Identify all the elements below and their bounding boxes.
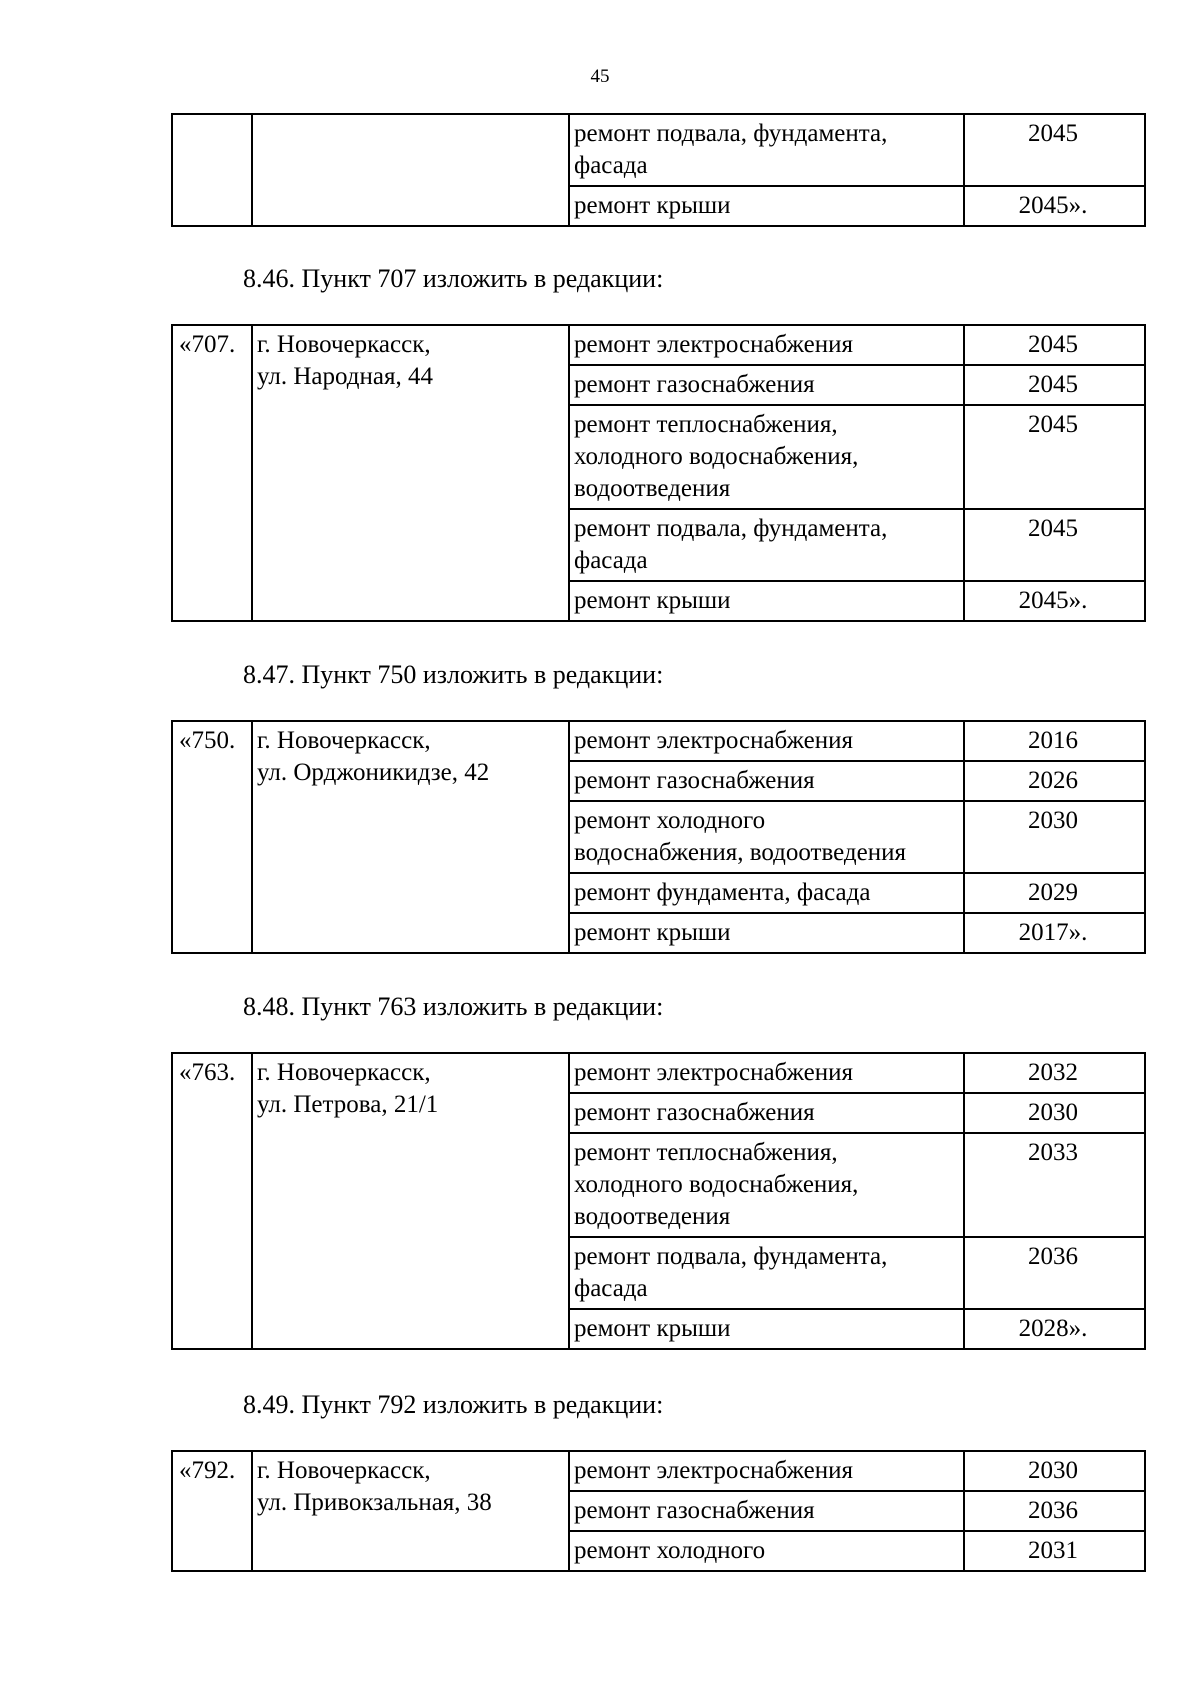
table-row xyxy=(172,1451,1145,1491)
work-type-cell: ремонт фундамента, фасада xyxy=(569,873,964,913)
item-number-cell: «707. xyxy=(172,325,252,621)
address-cell: г. Новочеркасск, ул. Привокзальная, 38 xyxy=(252,1451,569,1571)
work-type-cell: ремонт газоснабжения xyxy=(569,1093,964,1133)
work-type-cell: ремонт теплоснабжения, холодного водоснабжения, водоотведения xyxy=(569,1133,964,1237)
work-type-cell: ремонт подвала, фундамента, фасада xyxy=(569,509,964,581)
year-cell: 2017». xyxy=(964,913,1145,953)
address-table xyxy=(171,1450,1146,1572)
address-table xyxy=(171,1052,1146,1350)
continuation-table xyxy=(171,113,1146,227)
item-number-cell xyxy=(172,114,252,226)
work-type-cell: ремонт крыши xyxy=(569,913,964,953)
year-cell: 2031 xyxy=(964,1531,1145,1571)
year-cell: 2028». xyxy=(964,1309,1145,1349)
work-type-cell: ремонт холодного xyxy=(569,1531,964,1571)
work-type-cell: ремонт газоснабжения xyxy=(569,761,964,801)
section-heading: 8.49. Пункт 792 изложить в редакции: xyxy=(243,1390,664,1419)
year-cell: 2033 xyxy=(964,1133,1145,1237)
year-cell: 2032 xyxy=(964,1053,1145,1093)
address-cell: г. Новочеркасск, ул. Народная, 44 xyxy=(252,325,569,621)
year-cell: 2030 xyxy=(964,1451,1145,1491)
table-row xyxy=(172,114,1145,186)
work-type-cell: ремонт подвала, фундамента, фасада xyxy=(569,114,964,186)
item-number-cell: «792. xyxy=(172,1451,252,1571)
item-number-cell: «763. xyxy=(172,1053,252,1349)
page-number: 45 xyxy=(590,66,610,87)
year-cell: 2016 xyxy=(964,721,1145,761)
address-table xyxy=(171,324,1146,622)
item-number-cell: «750. xyxy=(172,721,252,953)
table-row xyxy=(172,325,1145,365)
year-cell: 2045 xyxy=(964,509,1145,581)
work-type-cell: ремонт теплоснабжения, холодного водоснабжения, водоотведения xyxy=(569,405,964,509)
address-cell xyxy=(252,114,569,226)
work-type-cell: ремонт крыши xyxy=(569,1309,964,1349)
work-type-cell: ремонт крыши xyxy=(569,581,964,621)
work-type-cell: ремонт крыши xyxy=(569,186,964,226)
year-cell: 2045». xyxy=(964,186,1145,226)
address-table xyxy=(171,720,1146,954)
address-cell: г. Новочеркасск, ул. Орджоникидзе, 42 xyxy=(252,721,569,953)
year-cell: 2045 xyxy=(964,114,1145,186)
work-type-cell: ремонт электроснабжения xyxy=(569,1451,964,1491)
work-type-cell: ремонт электроснабжения xyxy=(569,325,964,365)
work-type-cell: ремонт электроснабжения xyxy=(569,721,964,761)
table-row xyxy=(172,721,1145,761)
year-cell: 2036 xyxy=(964,1491,1145,1531)
year-cell: 2026 xyxy=(964,761,1145,801)
year-cell: 2036 xyxy=(964,1237,1145,1309)
year-cell: 2045». xyxy=(964,581,1145,621)
table-row xyxy=(172,1053,1145,1093)
section-heading: 8.47. Пункт 750 изложить в редакции: xyxy=(243,660,664,689)
section-heading: 8.46. Пункт 707 изложить в редакции: xyxy=(243,264,664,293)
year-cell: 2045 xyxy=(964,325,1145,365)
year-cell: 2030 xyxy=(964,801,1145,873)
work-type-cell: ремонт электроснабжения xyxy=(569,1053,964,1093)
work-type-cell: ремонт холодного водоснабжения, водоотведения xyxy=(569,801,964,873)
year-cell: 2045 xyxy=(964,405,1145,509)
address-cell: г. Новочеркасск, ул. Петрова, 21/1 xyxy=(252,1053,569,1349)
year-cell: 2045 xyxy=(964,365,1145,405)
work-type-cell: ремонт газоснабжения xyxy=(569,1491,964,1531)
work-type-cell: ремонт газоснабжения xyxy=(569,365,964,405)
work-type-cell: ремонт подвала, фундамента, фасада xyxy=(569,1237,964,1309)
year-cell: 2030 xyxy=(964,1093,1145,1133)
section-heading: 8.48. Пункт 763 изложить в редакции: xyxy=(243,992,664,1021)
year-cell: 2029 xyxy=(964,873,1145,913)
